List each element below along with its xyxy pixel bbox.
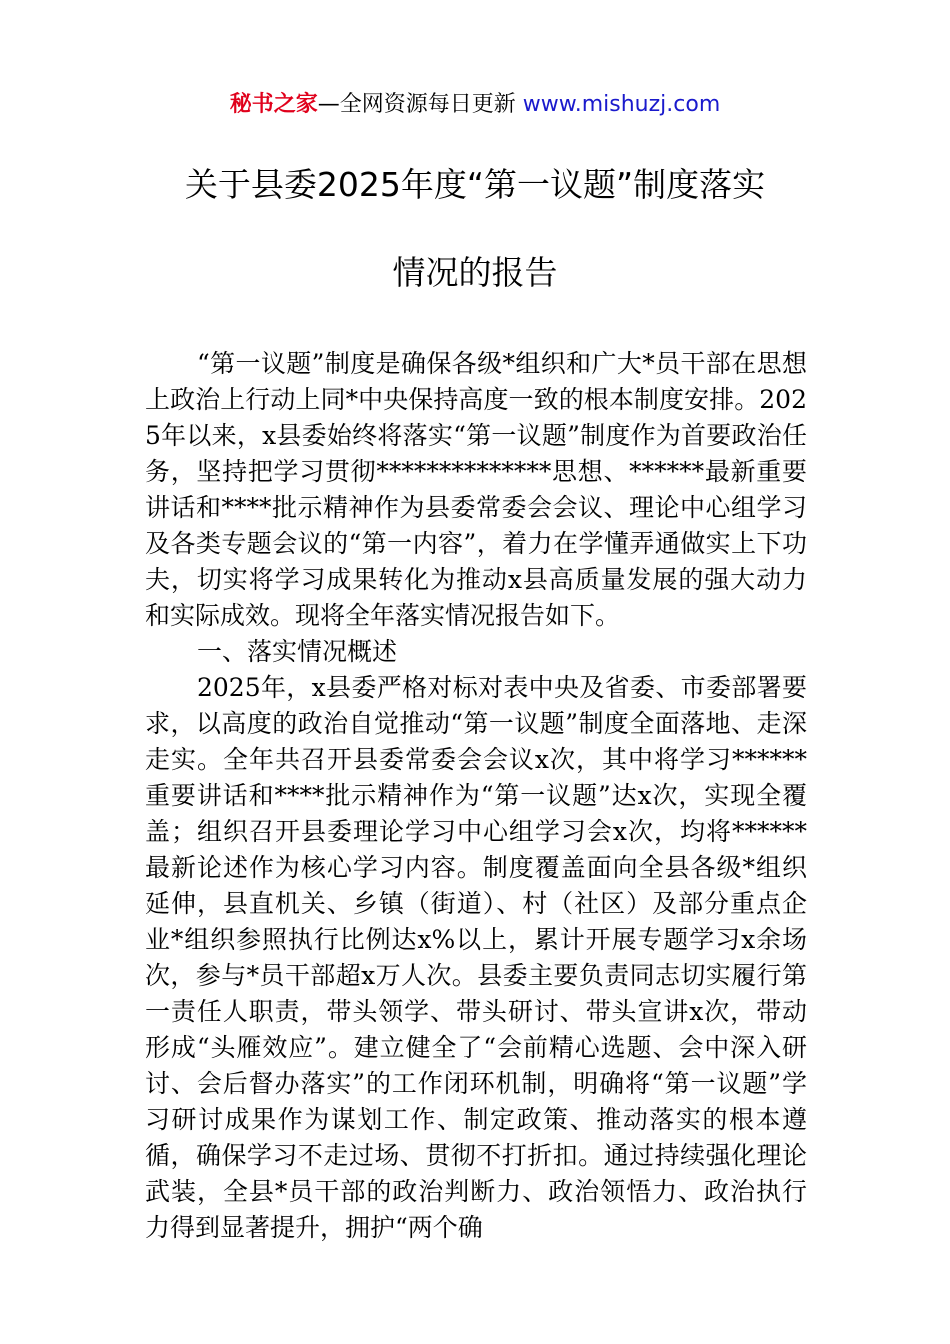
section-paragraph: 2025年，x县委严格对标对表中央及省委、市委部署要求，以高度的政治自觉推动“第一议题”制度全面落地、走深走实。全年共召开县委常委会会议x次，其中将学习******重要讲话和****批示精神作为“第一议题”达x次，实现全覆盖；组织召开县委理论学习中心组学习会x次，均将******最新论述作为核心学习内容。制度覆盖面向全县各级*组织延伸，县直机关、乡镇（街道）、村（社区）及部分重点企业*组织参照执行比例达x%以上，累计开展专题学习x余场次，参与*员干部超x万人次。县委主要负责同志切实履行第一责任人职责，带头领学、带头研讨、带头宣讲x次，带动形成“头雁效应”。建立健全了“会前精心选题、会中深入研讨、会后督办落实”的工作闭环机制，明确将“第一议题”学习研讨成果作为谋划工作、制定政策、推动落实的根本遵循，确保学习不走过场、贯彻不打折扣。通过持续强化理论武装，全县*员干部的政治判断力、政治领悟力、政治执行力得到显著提升，拥护“两个确 [145, 673, 807, 1242]
site-header [0, 90, 950, 120]
title-line-2: 情况的报告 [392, 253, 558, 292]
site-tagline: —全网资源每日更新 [317, 92, 523, 117]
title-line-1: 关于县委2025年度“第一议题”制度落实 [184, 165, 766, 204]
intro-paragraph: “第一议题”制度是确保各级*组织和广大*员干部在思想上政治上行动上同*中央保持高度一致的根本制度安排。2025年以来，x县委始终将落实“第一议题”制度作为首要政治任务，坚持把学习贯彻**************思想、******最新重要讲话和****批示精神作为县委常委会会议、理论中心组学习及各类专题会议的“第一内容”，着力在学懂弄通做实上下功夫，切实将学习成果转化为推动x县高质量发展的强大动力和实际成效。现将全年落实情况报告如下。 [145, 349, 807, 630]
site-url-link[interactable]: www.mishuzj.com [522, 92, 721, 117]
document-body [145, 346, 807, 1246]
section-heading: 一、落实情况概述 [197, 637, 398, 666]
document-title [100, 160, 850, 298]
site-brand: 秘书之家 [229, 92, 318, 117]
